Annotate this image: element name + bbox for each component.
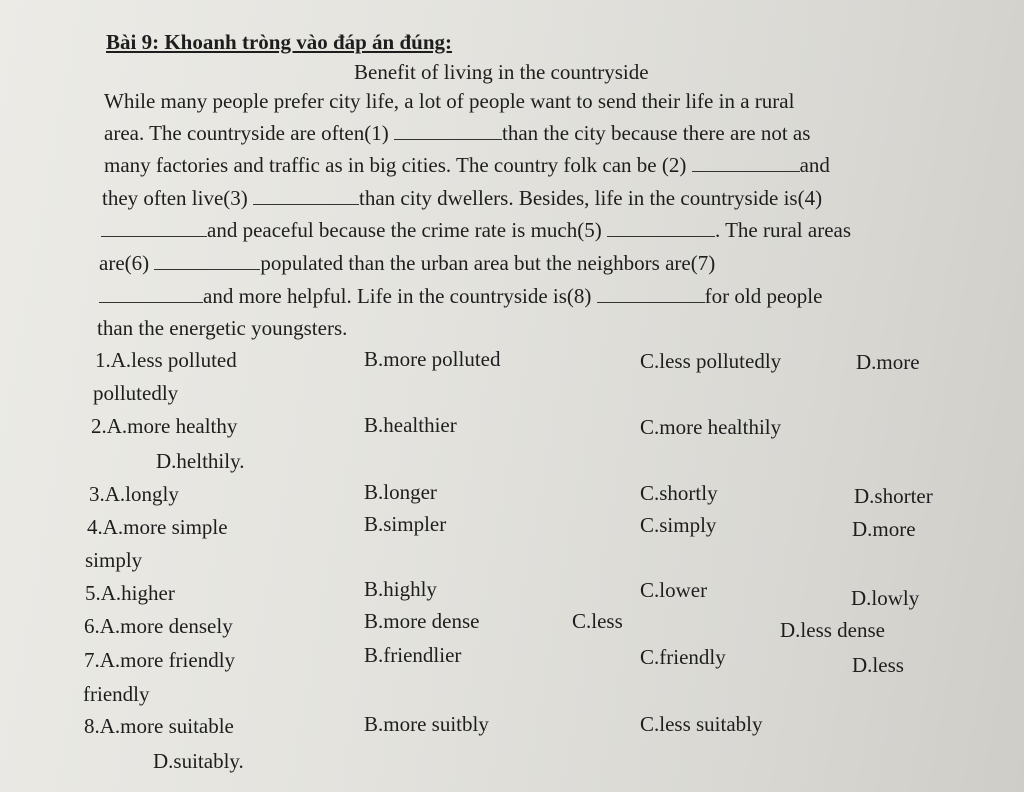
- q6-option-a[interactable]: 6.A.more densely: [84, 614, 233, 638]
- passage-text: and: [799, 153, 830, 177]
- q6-option-b[interactable]: B.more dense: [364, 609, 480, 633]
- answer-blank-1: [394, 121, 502, 140]
- q8-option-d[interactable]: D.suitably.: [153, 749, 244, 773]
- answer-blank-7: [99, 284, 203, 303]
- answer-blank-5: [607, 218, 715, 237]
- passage-text: area. The countryside are often(1): [104, 121, 389, 145]
- q1-option-c[interactable]: C.less pollutedly: [640, 349, 782, 373]
- q1-option-d-continued[interactable]: pollutedly: [93, 381, 179, 405]
- passage-line: [99, 251, 715, 275]
- passage-line: While many people prefer city life, a lot of people want to send their life in a rural: [104, 89, 795, 113]
- q4-option-d[interactable]: D.more: [852, 517, 916, 541]
- passage-line: than the energetic youngsters.: [97, 316, 348, 340]
- q7-option-a[interactable]: 7.A.more friendly: [84, 648, 236, 672]
- passage-text: . The rural areas: [714, 218, 852, 242]
- passage-line: [104, 153, 830, 177]
- q4-option-d-continued[interactable]: simply: [85, 548, 143, 572]
- passage-text: for old people: [704, 284, 823, 308]
- q2-option-c[interactable]: C.more healthily: [640, 415, 782, 439]
- q5-option-b[interactable]: B.highly: [364, 577, 437, 601]
- q1-option-d[interactable]: D.more: [856, 350, 920, 374]
- q3-option-c[interactable]: C.shortly: [640, 481, 718, 505]
- exercise-title: Bài 9: Khoanh tròng vào đáp án đúng:: [106, 30, 453, 54]
- passage-line: [101, 218, 851, 242]
- q7-option-c[interactable]: C.friendly: [640, 645, 726, 669]
- q5-option-c[interactable]: C.lower: [640, 578, 708, 602]
- answer-blank-8: [597, 284, 705, 303]
- answer-blank-4: [101, 218, 207, 237]
- answer-blank-3: [253, 186, 359, 205]
- q5-option-d[interactable]: D.lowly: [851, 586, 920, 610]
- passage-text: populated than the urban area but the neighbors are(7): [260, 251, 716, 275]
- q5-option-a[interactable]: 5.A.higher: [85, 581, 175, 605]
- answer-blank-6: [154, 251, 260, 270]
- passage-title: Benefit of living in the countryside: [354, 60, 649, 84]
- answer-blank-2: [692, 153, 800, 172]
- q8-option-b[interactable]: B.more suitbly: [364, 712, 489, 736]
- passage-text: than city dwellers. Besides, life in the countryside is(4): [359, 186, 823, 210]
- passage-line: [104, 121, 810, 145]
- q8-option-a[interactable]: 8.A.more suitable: [84, 714, 234, 738]
- q3-option-a[interactable]: 3.A.longly: [89, 482, 179, 506]
- q2-option-b[interactable]: B.healthier: [364, 413, 457, 437]
- q6-option-d[interactable]: D.less dense: [780, 618, 885, 642]
- passage-text: are(6): [99, 251, 150, 275]
- q4-option-b[interactable]: B.simpler: [364, 512, 447, 536]
- q7-option-d[interactable]: D.less: [852, 653, 904, 677]
- q3-option-b[interactable]: B.longer: [364, 480, 437, 504]
- q8-option-c[interactable]: C.less suitably: [640, 712, 763, 736]
- q3-option-d[interactable]: D.shorter: [854, 484, 933, 508]
- passage-text: than the city because there are not as: [501, 121, 811, 145]
- q1-option-a[interactable]: 1.A.less polluted: [95, 348, 237, 372]
- passage-line: [99, 284, 822, 308]
- q2-option-a[interactable]: 2.A.more healthy: [91, 414, 238, 438]
- q4-option-c[interactable]: C.simply: [640, 513, 717, 537]
- passage-text: and more helpful. Life in the countryside is(8): [203, 284, 592, 308]
- passage-text: and peaceful because the crime rate is much(5): [207, 218, 602, 242]
- q7-option-b[interactable]: B.friendlier: [364, 643, 462, 667]
- q2-option-d[interactable]: D.helthily.: [156, 449, 245, 473]
- passage-text: they often live(3): [102, 186, 248, 210]
- q4-option-a[interactable]: 4.A.more simple: [87, 515, 228, 539]
- passage-line: [102, 186, 822, 210]
- q6-option-c[interactable]: C.less: [572, 609, 623, 633]
- q7-option-d-continued[interactable]: friendly: [83, 682, 150, 706]
- q1-option-b[interactable]: B.more polluted: [364, 347, 501, 371]
- passage-text: many factories and traffic as in big cities. The country folk can be (2): [104, 153, 687, 177]
